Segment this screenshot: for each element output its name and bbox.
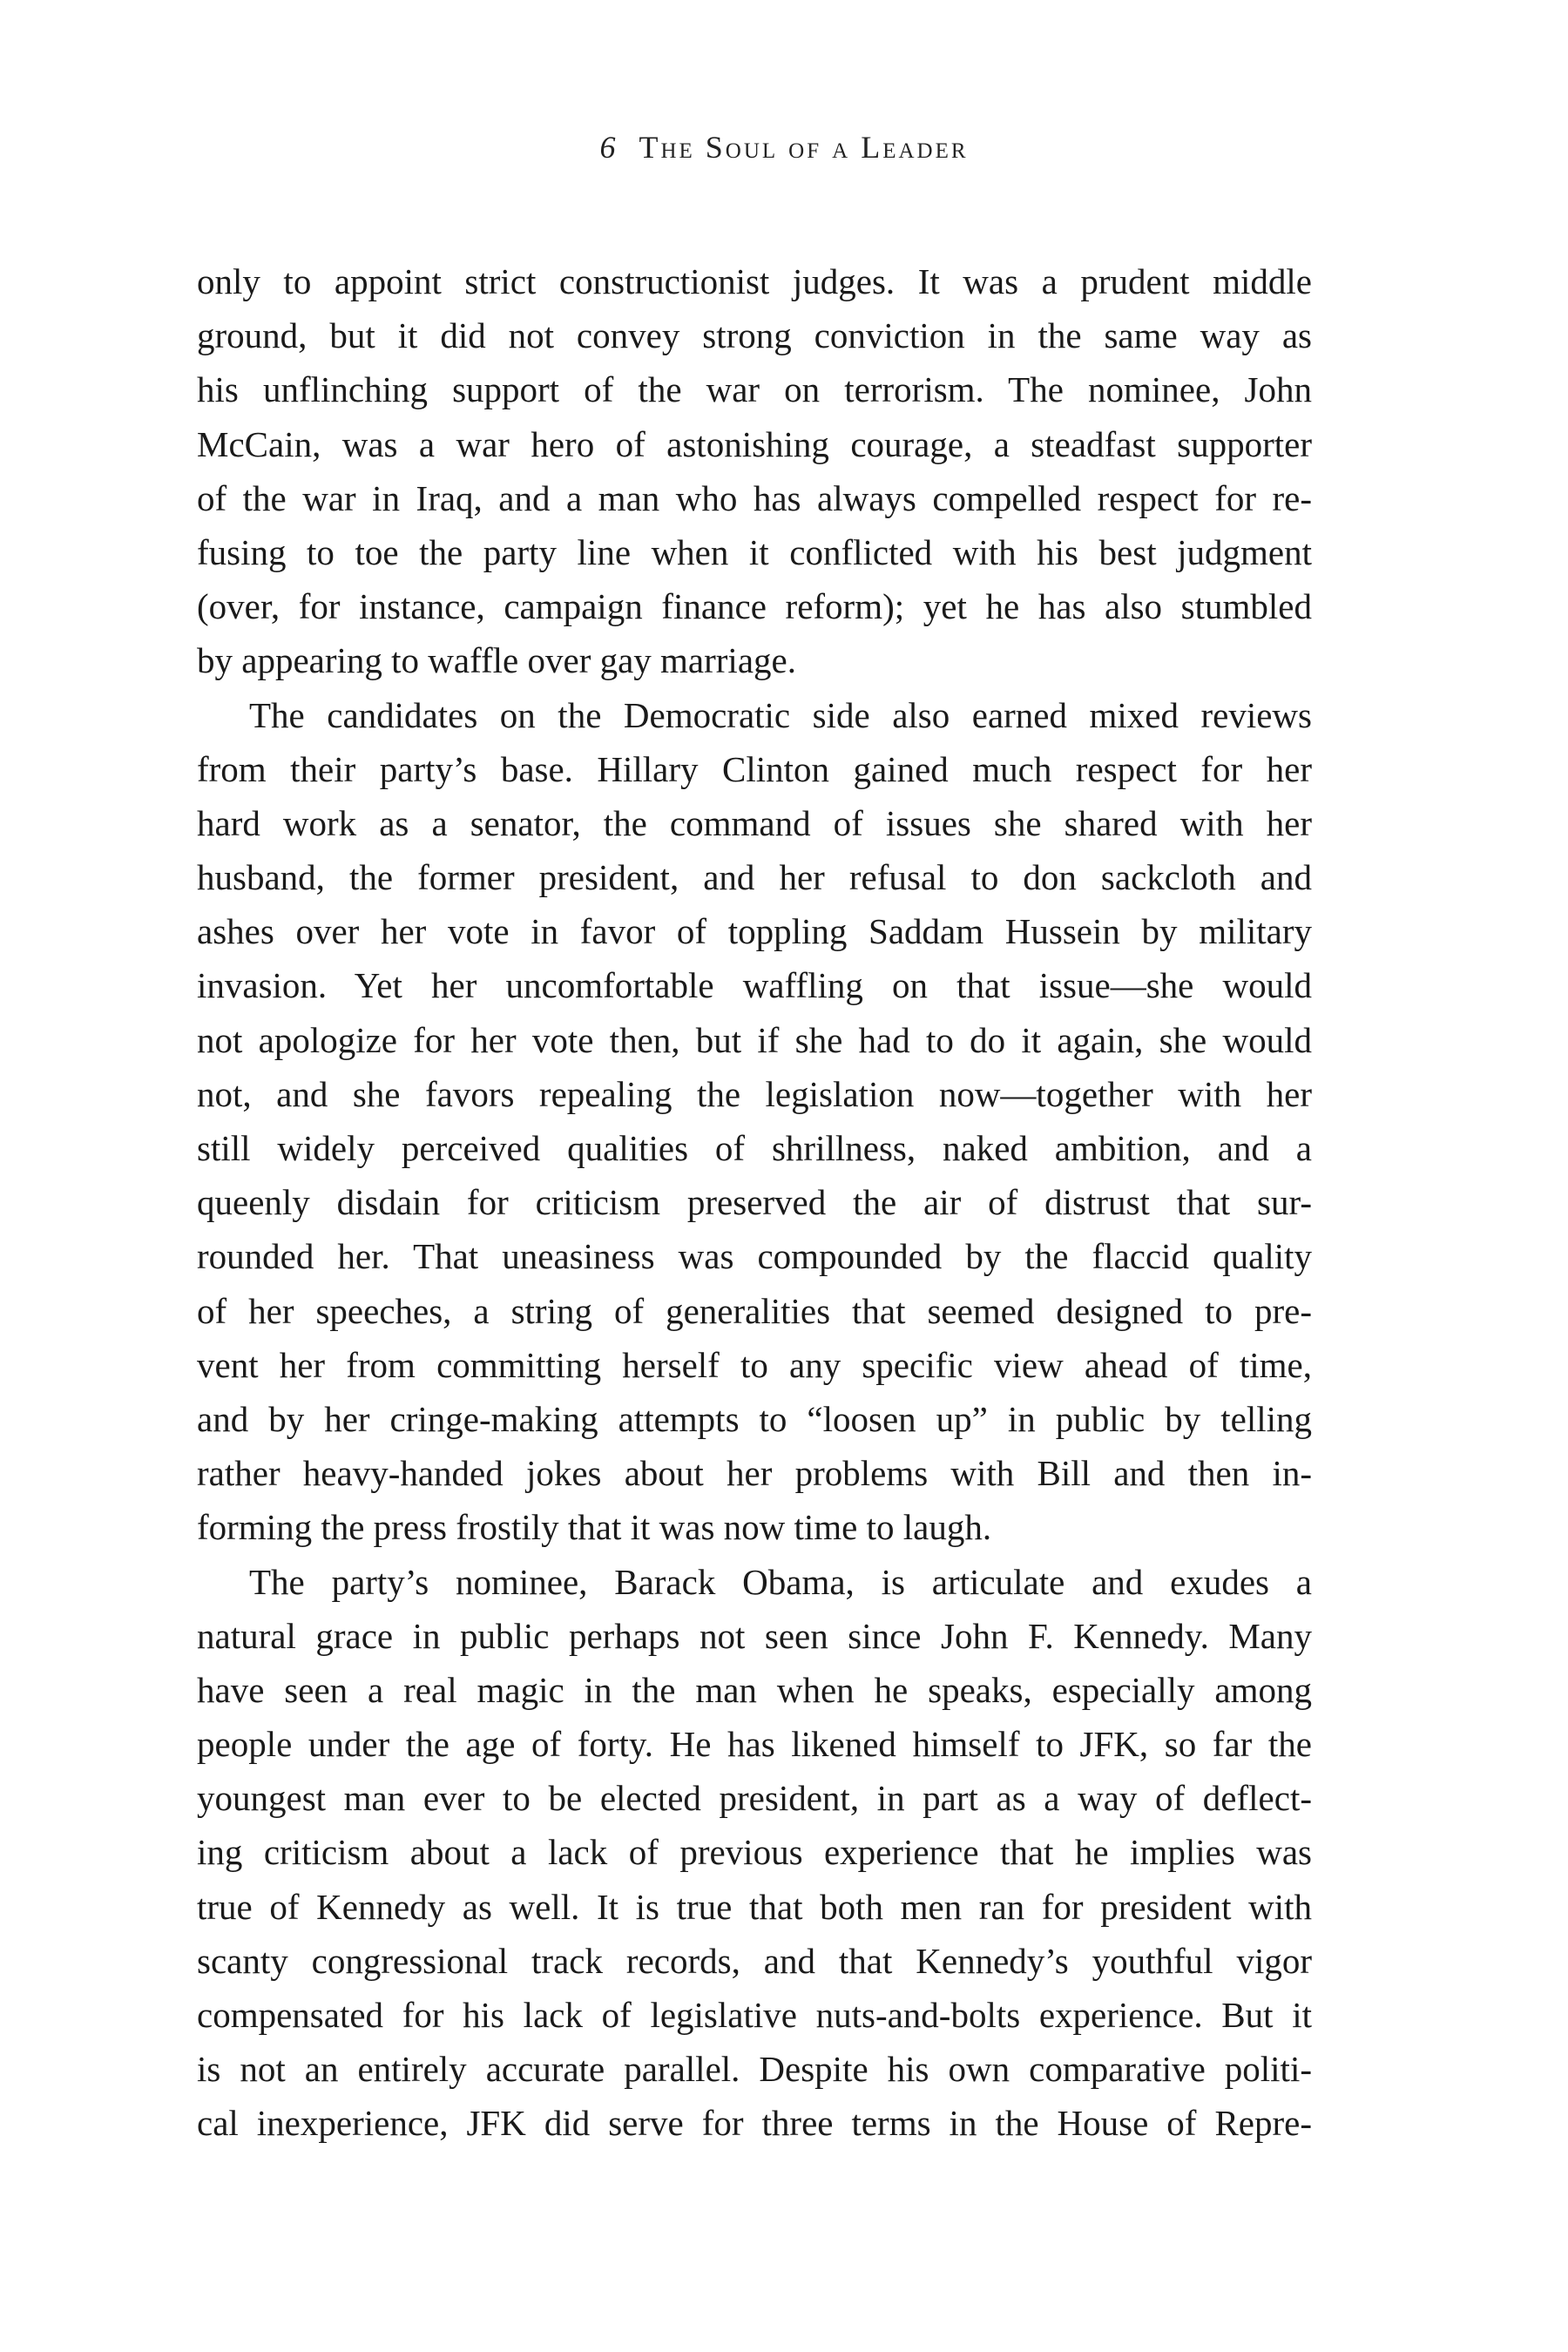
text-line: compensated for his lack of legislative nuts-and-bolts experience. But it <box>197 1995 1312 2035</box>
text-line: forming the press frostily that it was now time to laugh. <box>197 1507 992 1548</box>
page-number: 6 <box>599 130 618 165</box>
text-line: cal inexperience, JFK did serve for three terms in the House of Repre- <box>197 2103 1312 2144</box>
text-line: ashes over her vote in favor of toppling Saddam Hussein by military <box>197 911 1312 952</box>
text-line: of her speeches, a string of generalities that seemed designed to pre- <box>197 1290 1312 1331</box>
text-line: (over, for instance, campaign finance reform); yet he has also stumbled <box>197 586 1312 627</box>
text-line: husband, the former president, and her refusal to don sackcloth and <box>197 857 1312 898</box>
text-line: youngest man ever to be elected president, in part as a way of deflect- <box>197 1778 1312 1819</box>
text-line: by appearing to waffle over gay marriage. <box>197 640 796 681</box>
book-title: The Soul of a Leader <box>639 130 969 165</box>
text-line: queenly disdain for criticism preserved the air of distrust that sur- <box>197 1182 1312 1223</box>
text-line: fusing to toe the party line when it conflicted with his best judgment <box>197 531 1312 572</box>
text-line: not, and she favors repealing the legislation now—together with her <box>197 1073 1312 1114</box>
text-line: of the war in Iraq, and a man who has always compelled respect for re- <box>197 477 1312 518</box>
text-line: The candidates on the Democratic side also earned mixed reviews <box>249 694 1312 735</box>
text-line: invasion. Yet her uncomfortable waffling on that issue—she would <box>197 965 1312 1006</box>
text-line: his unflinching support of the war on terrorism. The nominee, John <box>197 369 1312 410</box>
text-line: is not an entirely accurate parallel. Despite his own comparative politi- <box>197 2049 1312 2090</box>
running-head <box>0 129 1568 166</box>
text-line: ing criticism about a lack of previous experience that he implies was <box>197 1832 1312 1873</box>
text-line: not apologize for her vote then, but if she had to do it again, she would <box>197 1019 1312 1060</box>
text-line: vent her from committing herself to any specific view ahead of time, <box>197 1344 1312 1385</box>
text-line: McCain, was a war hero of astonishing courage, a steadfast supporter <box>197 423 1312 464</box>
text-line: from their party’s base. Hillary Clinton gained much respect for her <box>197 748 1312 789</box>
text-line: true of Kennedy as well. It is true that both men ran for president with <box>197 1886 1312 1927</box>
text-line: rounded her. That uneasiness was compounded by the flaccid quality <box>197 1236 1312 1277</box>
text-line: have seen a real magic in the man when he speaks, especially among <box>197 1669 1312 1710</box>
text-line: and by her cringe-making attempts to “loosen up” in public by telling <box>197 1398 1312 1439</box>
text-line: natural grace in public perhaps not seen since John F. Kennedy. Many <box>197 1615 1312 1656</box>
text-line: only to appoint strict constructionist judges. It was a prudent middle <box>197 261 1312 301</box>
text-line: rather heavy-handed jokes about her problems with Bill and then in- <box>197 1453 1312 1494</box>
text-line: still widely perceived qualities of shrillness, naked ambition, and a <box>197 1128 1312 1168</box>
text-line: The party’s nominee, Barack Obama, is articulate and exudes a <box>249 1561 1312 1602</box>
body-text <box>197 254 1312 2151</box>
text-line: scanty congressional track records, and that Kennedy’s youthful vigor <box>197 1940 1312 1981</box>
text-line: people under the age of forty. He has likened himself to JFK, so far the <box>197 1724 1312 1765</box>
text-line: hard work as a senator, the command of issues she shared with her <box>197 802 1312 843</box>
text-line: ground, but it did not convey strong conviction in the same way as <box>197 315 1312 356</box>
